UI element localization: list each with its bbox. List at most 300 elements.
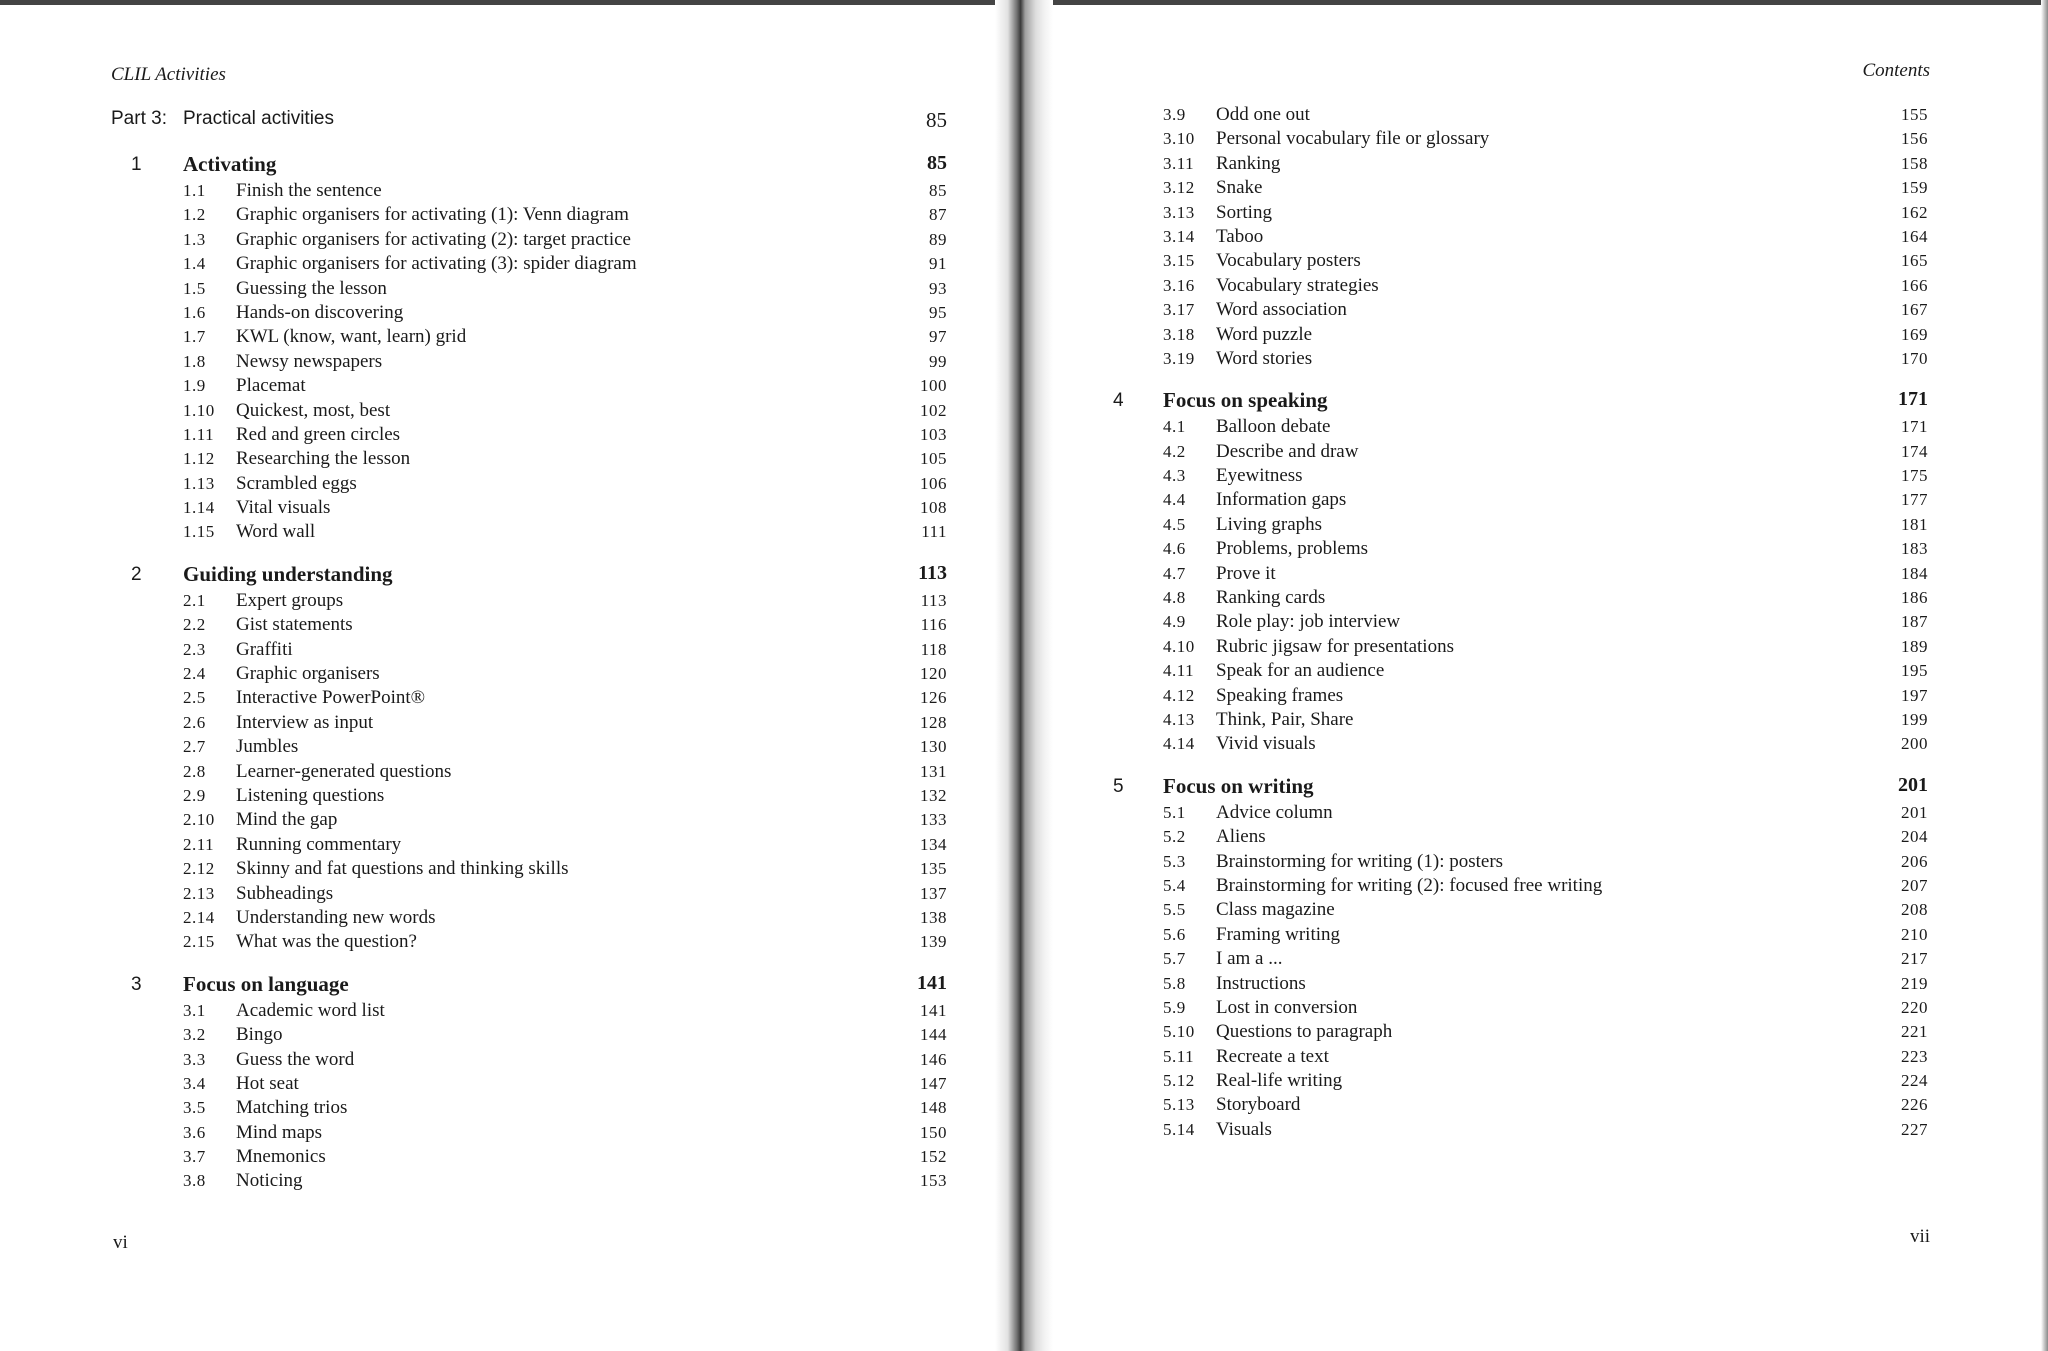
toc-entry[interactable] (111, 497, 947, 521)
entry-title: Subheadings (236, 882, 334, 904)
toc-entry[interactable] (111, 1000, 947, 1024)
part-label: Part 3: (111, 108, 167, 129)
entry-page: 99 (929, 351, 947, 371)
section-spacer (1111, 758, 1928, 772)
entry-number: 3.7 (183, 1147, 206, 1167)
entry-number: 3.17 (1163, 300, 1195, 320)
entry-number: 4.5 (1163, 514, 1186, 534)
entry-title: Ranking (1216, 152, 1281, 174)
entry-number: 1.10 (183, 400, 215, 420)
entry-number: 2.4 (183, 664, 206, 684)
toc-entry[interactable] (111, 1024, 947, 1048)
toc-entry[interactable] (1111, 563, 1928, 587)
toc-entry[interactable] (111, 614, 947, 638)
entry-page: 175 (1901, 466, 1928, 486)
entry-page: 133 (920, 810, 947, 830)
entry-page: 204 (1901, 827, 1928, 847)
entry-page: 100 (920, 376, 947, 396)
section-page: 113 (918, 561, 947, 584)
entry-title: Academic word list (236, 999, 385, 1021)
entry-number: 3.1 (183, 1000, 206, 1020)
entry-title: Running commentary (236, 833, 402, 855)
entry-page: 111 (921, 522, 947, 542)
toc-entry[interactable] (1111, 177, 1928, 201)
entry-page: 171 (1901, 417, 1928, 437)
toc-entry[interactable] (1111, 899, 1928, 923)
entry-number: 5.10 (1163, 1022, 1195, 1042)
entry-number: 5.6 (1163, 924, 1186, 944)
toc-entry[interactable] (1111, 514, 1928, 538)
toc-entry[interactable] (111, 351, 947, 375)
entry-title: Class magazine (1216, 899, 1335, 921)
section-number: 1 (131, 154, 142, 175)
toc-entry[interactable] (1111, 226, 1928, 250)
entry-page: 227 (1901, 1119, 1928, 1139)
entry-title: Graphic organisers (236, 663, 380, 685)
toc-entry[interactable] (111, 253, 947, 277)
entry-number: 5.4 (1163, 875, 1186, 895)
section-page: 171 (1898, 388, 1928, 411)
entry-page: 126 (920, 688, 947, 708)
right-toc (1111, 104, 1928, 1143)
entry-title: Word puzzle (1216, 323, 1313, 345)
entry-title: Newsy newspapers (236, 350, 383, 372)
toc-entry[interactable] (111, 809, 947, 833)
entry-title: Word association (1216, 299, 1347, 321)
toc-entry[interactable] (1111, 997, 1928, 1021)
entry-page: 177 (1901, 490, 1928, 510)
entry-page: 153 (920, 1171, 947, 1191)
entry-title: Snake (1216, 177, 1263, 199)
left-running-header: CLIL Activities (111, 64, 226, 85)
section-spacer (111, 546, 947, 560)
entry-page: 108 (920, 498, 947, 518)
entry-number: 3.14 (1163, 226, 1195, 246)
toc-entry[interactable] (111, 761, 947, 785)
entry-number: 4.9 (1163, 612, 1186, 632)
entry-title: Learner-generated questions (236, 760, 452, 782)
entry-number: 5.14 (1163, 1119, 1195, 1139)
continued-section (1111, 104, 1928, 372)
entry-title: Aliens (1216, 826, 1266, 848)
entry-number: 3.13 (1163, 202, 1195, 222)
entry-page: 93 (929, 278, 947, 298)
toc-entry[interactable] (111, 785, 947, 809)
entry-number: 5.8 (1163, 973, 1186, 993)
entry-number: 1.5 (183, 278, 206, 298)
left-toc (111, 150, 947, 1195)
toc-entry[interactable] (111, 1049, 947, 1073)
entry-number: 2.3 (183, 639, 206, 659)
entry-number: 4.2 (1163, 441, 1186, 461)
entry-title: Hands-on discovering (236, 301, 404, 323)
entry-title: Interview as input (236, 711, 374, 733)
entry-title: Speaking frames (1216, 684, 1344, 706)
toc-entry[interactable] (111, 687, 947, 711)
toc-entry[interactable] (1111, 416, 1928, 440)
entry-page: 169 (1901, 324, 1928, 344)
entry-number: 4.14 (1163, 734, 1195, 754)
entry-title: Role play: job interview (1216, 611, 1401, 633)
entry-number: 4.4 (1163, 490, 1186, 510)
toc-entry[interactable] (111, 590, 947, 614)
entry-number: 5.7 (1163, 949, 1186, 969)
entry-title: Brainstorming for writing (1): posters (1216, 850, 1504, 872)
entry-page: 210 (1901, 924, 1928, 944)
entry-page: 224 (1901, 1071, 1928, 1091)
toc-entry[interactable] (111, 663, 947, 687)
toc-entry[interactable] (1111, 1094, 1928, 1118)
entry-page: 184 (1901, 563, 1928, 583)
entry-number: 3.11 (1163, 153, 1195, 173)
toc-entry[interactable] (1111, 489, 1928, 513)
entry-title: Problems, problems (1216, 538, 1368, 560)
right-page-number: vii (1909, 1226, 1930, 1247)
entry-title: Red and green circles (236, 423, 401, 445)
entry-number: 2.1 (183, 590, 206, 610)
entry-page: 156 (1901, 129, 1928, 149)
toc-entry[interactable] (111, 229, 947, 253)
entry-number: 1.1 (183, 181, 206, 200)
toc-entry[interactable] (1111, 441, 1928, 465)
toc-entry[interactable] (111, 1146, 947, 1170)
entry-title: Understanding new words (236, 906, 436, 928)
entry-number: 3.15 (1163, 251, 1195, 271)
entry-title: Ranking cards (1216, 587, 1326, 609)
toc-entry[interactable] (1111, 250, 1928, 274)
toc-entry[interactable] (1111, 685, 1928, 709)
toc-entry[interactable] (1111, 348, 1928, 372)
toc-entry[interactable] (111, 931, 947, 955)
toc-entry[interactable] (1111, 275, 1928, 299)
entry-number: 1.2 (183, 205, 206, 225)
entry-title: Brainstorming for writing (2): focused free writing (1216, 874, 1603, 896)
entry-page: 208 (1901, 900, 1928, 920)
section-spacer (1111, 372, 1928, 386)
entry-page: 144 (920, 1025, 947, 1045)
entry-page: 207 (1901, 875, 1928, 895)
toc-entry[interactable] (1111, 636, 1928, 660)
entry-title: Interactive PowerPoint® (236, 687, 426, 709)
section-title: Focus on language (183, 971, 349, 996)
toc-entry[interactable] (111, 907, 947, 931)
entry-number: 3.6 (183, 1122, 206, 1142)
entry-page: 132 (920, 785, 947, 805)
toc-entry[interactable] (1111, 875, 1928, 899)
entry-title: Matching trios (236, 1097, 348, 1119)
entry-number: 3.9 (1163, 105, 1186, 124)
entry-title: Advice column (1216, 801, 1333, 823)
entry-number: 4.6 (1163, 539, 1186, 559)
toc-entry[interactable] (1111, 948, 1928, 972)
entry-title: Gist statements (236, 614, 353, 636)
toc-entry[interactable] (1111, 973, 1928, 997)
entry-title: Vocabulary posters (1216, 250, 1361, 272)
entry-title: Quickest, most, best (236, 399, 391, 421)
entry-number: 1.15 (183, 522, 215, 542)
toc-section (111, 150, 947, 546)
section-heading[interactable] (111, 560, 947, 590)
entry-page: 165 (1901, 251, 1928, 271)
entry-number: 5.9 (1163, 997, 1186, 1017)
toc-entry[interactable] (111, 180, 947, 204)
toc-entry[interactable] (111, 883, 947, 907)
toc-section (111, 560, 947, 956)
entry-page: 148 (920, 1098, 947, 1118)
entry-title: Placemat (236, 375, 306, 397)
entry-title: Describe and draw (1216, 440, 1359, 462)
entry-number: 2.9 (183, 785, 206, 805)
entry-number: 4.7 (1163, 563, 1186, 583)
entry-number: 1.14 (183, 498, 215, 518)
toc-entry[interactable] (1111, 924, 1928, 948)
entry-page: 181 (1901, 514, 1928, 534)
toc-entry[interactable] (1111, 587, 1928, 611)
toc-entry[interactable] (111, 326, 947, 350)
left-page-number: vi (113, 1232, 128, 1253)
entry-page: 159 (1901, 178, 1928, 198)
entry-title: Rubric jigsaw for presentations (1216, 635, 1454, 657)
entry-number: 4.3 (1163, 466, 1186, 486)
section-page: 141 (917, 971, 947, 994)
entry-page: 197 (1901, 685, 1928, 705)
toc-entry[interactable] (111, 858, 947, 882)
toc-section (1111, 772, 1928, 1143)
section-heading[interactable] (111, 970, 947, 1000)
toc-entry[interactable] (1111, 104, 1928, 128)
entry-title: KWL (know, want, learn) grid (236, 326, 467, 348)
entry-number: 3.5 (183, 1098, 206, 1118)
entry-number: 1.3 (183, 229, 206, 249)
entry-number: 5.13 (1163, 1095, 1195, 1115)
entry-page: 87 (929, 205, 947, 225)
entry-page: 206 (1901, 851, 1928, 871)
entry-number: 3.2 (183, 1025, 206, 1045)
entry-page: 120 (920, 664, 947, 684)
entry-page: 217 (1901, 949, 1928, 969)
entry-number: 3.16 (1163, 275, 1195, 295)
entry-title: Think, Pair, Share (1216, 708, 1354, 730)
entry-page: 95 (929, 302, 947, 322)
entry-number: 2.7 (183, 737, 206, 757)
toc-entry[interactable] (111, 1170, 947, 1194)
entry-title: Graphic organisers for activating (1): Venn diagram (236, 204, 629, 226)
entry-title: Mnemonics (236, 1146, 326, 1168)
entry-title: Questions to paragraph (1216, 1021, 1393, 1043)
entry-page: 113 (920, 590, 947, 610)
entry-number: 3.3 (183, 1049, 206, 1069)
entry-title: Visuals (1216, 1118, 1272, 1140)
entry-number: 2.11 (183, 834, 215, 854)
entry-title: Skinny and fat questions and thinking skills (236, 858, 569, 880)
toc-entry[interactable] (111, 736, 947, 760)
entry-number: 3.18 (1163, 324, 1195, 344)
entry-title: Prove it (1216, 562, 1276, 584)
toc-entry[interactable] (111, 278, 947, 302)
entry-title: Odd one out (1216, 104, 1310, 125)
entry-title: Vocabulary strategies (1216, 274, 1379, 296)
toc-entry[interactable] (111, 302, 947, 326)
entry-number: 2.5 (183, 688, 206, 708)
entry-title: Recreate a text (1216, 1045, 1329, 1067)
entry-title: Speak for an audience (1216, 660, 1385, 682)
entry-title: Graffiti (236, 638, 293, 660)
entry-title: Eyewitness (1216, 465, 1303, 487)
entry-page: 131 (920, 761, 947, 781)
section-heading[interactable] (1111, 772, 1928, 802)
entry-number: 4.12 (1163, 685, 1195, 705)
entry-page: 105 (920, 449, 947, 469)
section-heading[interactable] (1111, 386, 1928, 416)
toc-entry[interactable] (111, 400, 947, 424)
entry-title: Mind the gap (236, 809, 338, 831)
entry-page: 97 (929, 327, 947, 347)
entry-page: 118 (920, 639, 947, 659)
entry-number: 1.8 (183, 351, 206, 371)
entry-number: 5.2 (1163, 827, 1186, 847)
section-heading[interactable] (111, 150, 947, 180)
toc-entry[interactable] (111, 521, 947, 545)
entry-title: Real-life writing (1216, 1070, 1343, 1092)
entry-title: Noticing (236, 1170, 303, 1192)
toc-entry[interactable] (1111, 1070, 1928, 1094)
toc-entry[interactable] (111, 834, 947, 858)
entry-title: Vivid visuals (1216, 733, 1316, 755)
toc-section (111, 970, 947, 1195)
entry-title: Personal vocabulary file or glossary (1216, 128, 1490, 150)
toc-entry[interactable] (111, 1097, 947, 1121)
entry-number: 2.13 (183, 883, 215, 903)
section-page: 85 (927, 152, 947, 174)
toc-entry[interactable] (111, 375, 947, 399)
entry-title: Instructions (1216, 972, 1306, 994)
section-page: 201 (1898, 773, 1928, 796)
entry-number: 1.13 (183, 473, 215, 493)
entry-page: 200 (1901, 734, 1928, 754)
entry-title: Guess the word (236, 1048, 355, 1070)
entry-page: 134 (920, 834, 947, 854)
entry-page: 155 (1901, 105, 1928, 124)
section-spacer (111, 956, 947, 970)
entry-number: 5.1 (1163, 802, 1186, 822)
entry-number: 4.13 (1163, 709, 1195, 729)
section-title: Guiding understanding (183, 561, 393, 586)
entry-page: 221 (1901, 1022, 1928, 1042)
entry-number: 4.11 (1163, 661, 1195, 681)
toc-entry[interactable] (1111, 851, 1928, 875)
toc-entry[interactable] (111, 639, 947, 663)
entry-number: 3.10 (1163, 129, 1195, 149)
section-title: Focus on writing (1163, 773, 1314, 798)
entry-page: 201 (1901, 802, 1928, 822)
entry-number: 2.2 (183, 615, 206, 635)
entry-page: 91 (929, 254, 947, 274)
toc-entry[interactable] (1111, 538, 1928, 562)
toc-entry[interactable] (111, 1073, 947, 1097)
entry-page: 187 (1901, 612, 1928, 632)
entry-title: Framing writing (1216, 923, 1341, 945)
toc-entry[interactable] (1111, 826, 1928, 850)
toc-entry[interactable] (111, 1122, 947, 1146)
entry-number: 3.4 (183, 1073, 206, 1093)
toc-entry[interactable] (1111, 611, 1928, 635)
toc-entry[interactable] (1111, 802, 1928, 826)
entry-number: 2.12 (183, 859, 215, 879)
entry-number: 5.12 (1163, 1071, 1195, 1091)
toc-entry[interactable] (1111, 202, 1928, 226)
entry-number: 1.9 (183, 376, 206, 396)
entry-page: 137 (920, 883, 947, 903)
toc-entry[interactable] (111, 448, 947, 472)
entry-page: 189 (1901, 636, 1928, 656)
toc-entry[interactable] (1111, 733, 1928, 757)
entry-page: 220 (1901, 997, 1928, 1017)
entry-page: 186 (1901, 588, 1928, 608)
toc-entry[interactable] (1111, 153, 1928, 177)
toc-entry[interactable] (1111, 1119, 1928, 1143)
entry-number: 4.8 (1163, 588, 1186, 608)
entry-page: 158 (1901, 153, 1928, 173)
entry-page: 147 (920, 1073, 947, 1093)
section-number: 2 (131, 563, 142, 585)
entry-page: 183 (1901, 539, 1928, 559)
toc-entry[interactable] (111, 473, 947, 497)
section-number: 3 (131, 973, 142, 995)
entry-title: Lost in conversion (1216, 996, 1358, 1018)
entry-title: Storyboard (1216, 1094, 1301, 1116)
entry-title: Graphic organisers for activating (2): target practice (236, 228, 631, 250)
entry-number: 2.15 (183, 932, 215, 952)
entry-page: 130 (920, 737, 947, 757)
entry-number: 1.7 (183, 327, 206, 347)
toc-entry[interactable] (1111, 709, 1928, 733)
entry-page: 85 (929, 181, 947, 200)
entry-page: 116 (920, 615, 947, 635)
toc-entry[interactable] (1111, 324, 1928, 348)
entry-title: Word wall (236, 521, 316, 543)
toc-entry[interactable] (1111, 1021, 1928, 1045)
entry-page: 138 (920, 907, 947, 927)
toc-entry[interactable] (1111, 128, 1928, 152)
entry-page: 164 (1901, 226, 1928, 246)
entry-title: Scrambled eggs (236, 472, 357, 494)
toc-entry[interactable] (111, 712, 947, 736)
part-heading (111, 108, 947, 136)
entry-page: 146 (920, 1049, 947, 1069)
section-title: Focus on speaking (1163, 388, 1328, 413)
entry-title: Hot seat (236, 1072, 299, 1094)
entry-number: 2.6 (183, 712, 206, 732)
entry-number: 1.4 (183, 254, 206, 274)
toc-entry[interactable] (1111, 465, 1928, 489)
entry-page: 174 (1901, 441, 1928, 461)
toc-entry[interactable] (111, 424, 947, 448)
toc-entry[interactable] (111, 204, 947, 228)
toc-entry[interactable] (1111, 660, 1928, 684)
entry-title: Sorting (1216, 201, 1272, 223)
toc-entry[interactable] (1111, 299, 1928, 323)
toc-entry[interactable] (1111, 1046, 1928, 1070)
entry-title: Graphic organisers for activating (3): spider diagram (236, 253, 637, 275)
entry-page: 139 (920, 932, 947, 952)
entry-page: 162 (1901, 202, 1928, 222)
entry-number: 2.14 (183, 907, 215, 927)
entry-number: 3.19 (1163, 348, 1195, 368)
entry-page: 89 (929, 229, 947, 249)
entry-title: Mind maps (236, 1121, 323, 1143)
entry-page: 128 (920, 712, 947, 732)
entry-page: 170 (1901, 348, 1928, 368)
